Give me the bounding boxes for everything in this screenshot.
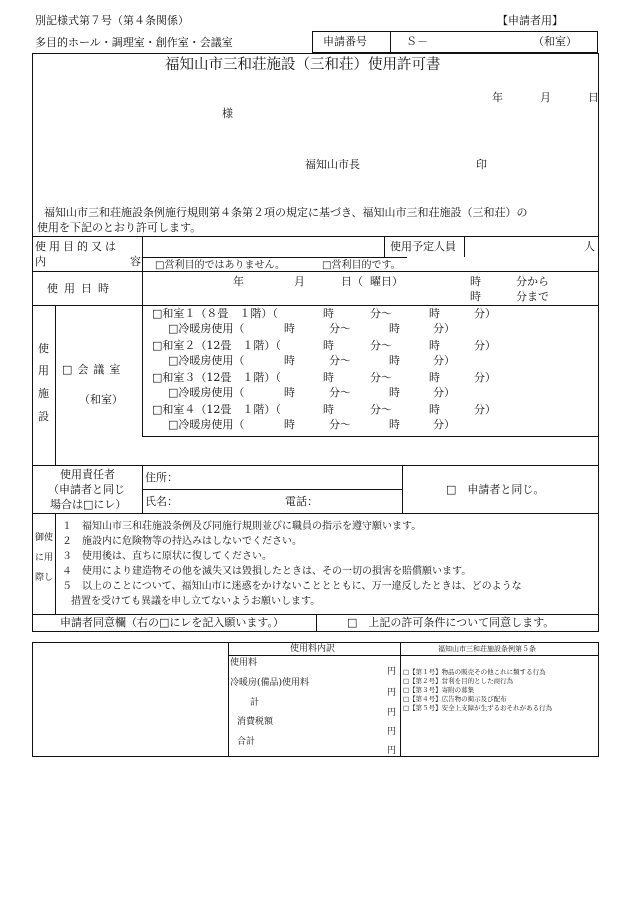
phone-input[interactable]	[318, 492, 398, 510]
article5-item-3[interactable]: □【第３号】寄附の募集	[403, 686, 475, 694]
room-4-a4: 分）	[433, 418, 455, 431]
room-1-t4: 分）	[474, 307, 496, 320]
usage-to-hour: 時	[470, 290, 481, 303]
room-4-a3: 時	[389, 418, 400, 431]
facility-label-4: 設	[38, 410, 49, 423]
condition-item-3: ３ 使用後は、直ちに原状に復してください。	[62, 551, 272, 562]
address-label: 住所：	[145, 471, 178, 484]
room-3-t3: 時	[429, 371, 440, 384]
condition-item-1: １ 福知山市三和荘施設条例及び同施行規則並びに職員の指示を遵守願います。	[62, 521, 422, 532]
application-number-label: 申請番号	[323, 35, 367, 48]
permit-text-line-1: 福知山市三和荘施設条例施行規則第４条第２項の規定に基づき、福知山市三和荘施設（三和荘）の	[44, 206, 528, 219]
room-3-ac-checkbox[interactable]: □冷暖房使用（	[168, 386, 245, 399]
room-3-checkbox[interactable]: □和室３（12畳 １階）（	[152, 371, 281, 384]
room-2-checkbox[interactable]: □和室２（12畳 １階）（	[152, 339, 281, 352]
condition-item-2: ２ 施設内に危険物等の持込みはしないでください。	[62, 536, 302, 547]
room-2-t3: 時	[429, 339, 440, 352]
usage-year: 年	[233, 275, 244, 288]
room-1-t2: 分～	[370, 307, 392, 320]
phone-label: 電話：	[285, 495, 318, 508]
room-1-t1: 時	[323, 307, 334, 320]
expected-people-label: 使用予定人員	[390, 240, 456, 253]
fee-ac-label: 冷暖房(備品)使用料	[230, 678, 310, 688]
agreement-label: 申請者同意欄（右の□にレを記入願います。）	[60, 616, 285, 629]
usage-from-min: 分から	[516, 275, 549, 288]
profit-checkbox[interactable]: □営利目的です。	[322, 260, 401, 271]
conditions-side-label-b: に用	[34, 553, 53, 563]
agreement-checkbox[interactable]: □ 上記の許可条件について同意します。	[347, 616, 555, 629]
conference-room-checkbox[interactable]: □会議室	[62, 363, 126, 376]
room-2-a3: 時	[389, 354, 400, 367]
japanese-room-note: （和室）	[79, 393, 123, 406]
page-title: 福知山市三和荘施設（三和荘）使用許可書	[165, 57, 441, 73]
date-day: 日	[588, 91, 599, 104]
room-1-a4: 分）	[433, 322, 455, 335]
responsible-label-1: 使用責任者	[60, 468, 115, 481]
room-2-t4: 分）	[474, 339, 496, 352]
date-month: 月	[540, 91, 551, 104]
facility-label-3: 施	[38, 387, 49, 400]
room-4-t2: 分～	[370, 403, 392, 416]
fee-breakdown-title: 使用料内訳	[290, 644, 336, 654]
room-4-checkbox[interactable]: □和室４（12畳 １階）（	[152, 403, 281, 416]
article5-item-5[interactable]: □【第５号】安全上支障が生ずるおそれがある行為	[403, 704, 553, 712]
non-profit-checkbox[interactable]: □営利目的ではありません。	[155, 260, 286, 271]
article5-title: 福知山市三和荘施設条例第５条	[438, 645, 536, 653]
usage-from-hour: 時	[470, 275, 481, 288]
room-3-t2: 分～	[370, 371, 392, 384]
conditions-side-label-a: 御使	[34, 533, 53, 543]
fee-usage-label: 使用料	[230, 658, 258, 668]
date-year: 年	[492, 91, 503, 104]
same-as-applicant-checkbox[interactable]: □ 申請者と同じ。	[446, 483, 545, 496]
address-input[interactable]	[180, 468, 398, 486]
condition-item-5: ５ 以上のことについて、福知山市に迷惑をかけないこととともに、万一違反したときは、どのような	[62, 581, 522, 592]
fee-tax-label: 消費税額	[237, 717, 274, 727]
people-unit: 人	[584, 240, 595, 253]
fee-subtotal-yen: 円	[387, 708, 397, 718]
purpose-label-2b: 容	[130, 255, 141, 268]
room-1-a3: 時	[389, 322, 400, 335]
facility-label-1: 使	[38, 342, 49, 355]
responsible-label-3: 場合は□にレ）	[50, 498, 127, 511]
usage-weekday: 曜日）	[370, 275, 403, 288]
addressee-sama: 様	[222, 107, 233, 120]
room-1-a2: 分～	[329, 322, 351, 335]
room-4-t4: 分）	[474, 403, 496, 416]
room-3-a4: 分）	[433, 386, 455, 399]
room-1-ac-checkbox[interactable]: □冷暖房使用（	[168, 322, 245, 335]
purpose-label: 使用目的又は	[35, 240, 119, 253]
permit-text-line-2: 使用を下記のとおり許可します。	[37, 221, 202, 234]
room-2-t2: 分～	[370, 339, 392, 352]
room-2-a1: 時	[284, 354, 295, 367]
room-note: （和室）	[533, 35, 577, 48]
form-number: 別記様式第７号（第４条関係）	[35, 14, 189, 27]
condition-item-4: ４ 使用により建造物その他を滅失又は毀損したときは、その一切の損害を賠償願います。	[62, 566, 472, 577]
room-1-a1: 時	[284, 322, 295, 335]
facility-label-2: 用	[38, 364, 49, 377]
room-4-a1: 時	[284, 418, 295, 431]
room-4-ac-checkbox[interactable]: □冷暖房使用（	[168, 418, 245, 431]
fee-ac-yen: 円	[387, 688, 397, 698]
fee-total-yen: 円	[387, 746, 397, 756]
fee-total-label: 合計	[237, 737, 256, 747]
purpose-label-2a: 内	[35, 255, 46, 268]
responsible-label-2: （申請者と同じ	[48, 483, 125, 496]
facility-types: 多目的ホール・調理室・創作室・会議室	[35, 36, 233, 49]
room-4-t1: 時	[323, 403, 334, 416]
applicant-copy-label: 【申請者用】	[497, 14, 563, 27]
expected-people-input[interactable]	[467, 238, 577, 255]
room-4-a2: 分～	[329, 418, 351, 431]
article5-item-1[interactable]: □【第１号】物品の販売その他これに類する行為	[403, 668, 546, 676]
room-2-a2: 分～	[329, 354, 351, 367]
room-2-t1: 時	[323, 339, 334, 352]
issuer-name: 福知山市長	[305, 158, 360, 171]
article5-item-4[interactable]: □【第４号】広告物の掲示及び配布	[403, 695, 507, 703]
seal-mark: 印	[476, 158, 487, 171]
name-label: 氏名：	[145, 495, 178, 508]
purpose-input[interactable]	[144, 238, 382, 255]
usage-to-min: 分まで	[516, 290, 549, 303]
room-4-t3: 時	[429, 403, 440, 416]
room-1-checkbox[interactable]: □和室１（８畳 １階）（	[152, 307, 278, 320]
usage-month: 月	[294, 275, 305, 288]
room-1-t3: 時	[429, 307, 440, 320]
room-2-a4: 分）	[433, 354, 455, 367]
fee-usage-yen: 円	[387, 667, 397, 677]
room-2-ac-checkbox[interactable]: □冷暖房使用（	[168, 354, 245, 367]
usage-date-label: 使用日時	[47, 282, 115, 295]
name-input[interactable]	[180, 492, 280, 510]
room-3-t1: 時	[323, 371, 334, 384]
room-3-t4: 分）	[474, 371, 496, 384]
fee-subtotal-label: 計	[250, 698, 260, 708]
room-3-a2: 分～	[329, 386, 351, 399]
application-number-value[interactable]: Ｓ－	[406, 35, 428, 48]
article5-item-2[interactable]: □【第２号】営利を目的とした商行為	[403, 677, 514, 685]
condition-item-6: 措置を受けても異議を申し立てないようお願いします。	[71, 596, 321, 607]
fee-tax-yen: 円	[387, 727, 397, 737]
room-3-a3: 時	[389, 386, 400, 399]
conditions-side-label-c: 際し	[34, 573, 53, 583]
room-3-a1: 時	[284, 386, 295, 399]
fee-section	[32, 642, 599, 757]
usage-day: 日（	[341, 275, 363, 288]
